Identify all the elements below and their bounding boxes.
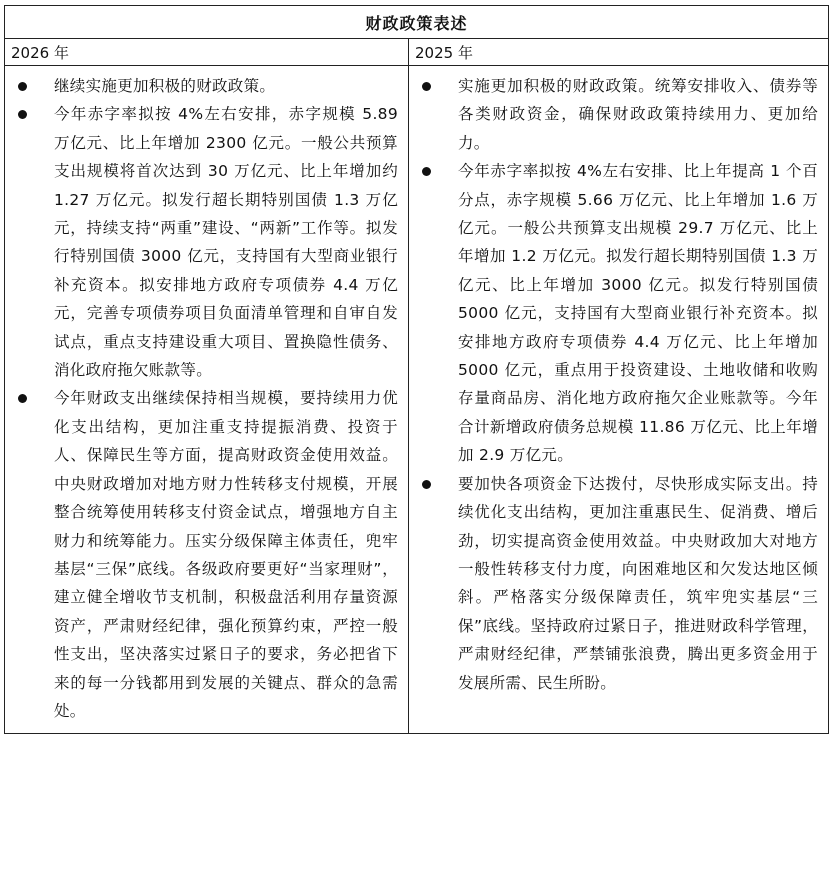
item-text: 继续实施更加积极的财政政策。 [54, 77, 276, 95]
bullet-dot-icon [18, 110, 27, 119]
table-title: 财政政策表述 [5, 6, 829, 39]
bullet-dot-icon [422, 480, 431, 489]
list-item [5, 100, 398, 384]
list-item [409, 157, 818, 469]
list-item [409, 470, 818, 697]
list-item [5, 384, 398, 725]
bullet-dot-icon [422, 167, 431, 176]
fiscal-policy-table [4, 5, 829, 734]
item-text: 今年财政支出继续保持相当规模，要持续用力优化支出结构，更加注重支持提振消费、投资于人、保障民生等方面，提高财政资金使用效益。中央财政增加对地方财力性转移支付规模，开展整合统筹使用转移支付资金试点，增强地方自主财力和统筹能力。压实分级保障主体责任，兜牢基层“三保”底线。各级政府要更好“当家理财”，建立健全增收节支机制，积极盘活利用存量资源资产，严肃财经纪律，强化预算约束，严控一般性支出，坚决落实过紧日子的要求，务必把省下来的每一分钱都用到发展的关键点、群众的急需处。 [54, 389, 398, 720]
item-text: 今年赤字率拟按 4%左右安排，赤字规模 5.89 万亿元、比上年增加 2300 亿元。一般公共预算支出规模将首次达到 30 万亿元、比上年增加约 1.27 万亿元。拟发行超长期特别国债 1.3 万亿元，持续支持“两重”建设、“两新”工作等。拟发行特别国债 3000 亿元，支持国有大型商业银行补充资本。拟安排地方政府专项债券 4.4 万亿元，完善专项债券项目负面清单管理和自审自发试点，重点支持建设重大项目、置换隐性债务、消化政府拖欠账款等。 [54, 105, 398, 380]
year-header-2025: 2025 年 [409, 39, 829, 66]
column-2025 [409, 66, 829, 734]
item-text: 今年赤字率拟按 4%左右安排、比上年提高 1 个百分点，赤字规模 5.66 万亿元、比上年增加 1.6 万亿元。一般公共预算支出规模 29.7 万亿元、比上年增加 1.2 万亿元。拟发行超长期特别国债 1.3 万亿元、比上年增加 3000 亿元。拟发行特别国债 5000 亿元，支持国有大型商业银行补充资本。拟安排地方政府专项债券 4.4 万亿元、比上年增加 5000 亿元，重点用于投资建设、土地收储和收购存量商品房、消化地方政府拖欠企业账款等。今年合计新增政府债务总规模 11.86 万亿元、比上年增加 2.9 万亿元。 [458, 162, 819, 465]
title-row [5, 6, 829, 39]
list-item [409, 72, 818, 157]
column-2026 [5, 66, 409, 734]
item-text: 实施更加积极的财政政策。统筹安排收入、债券等各类财政资金，确保财政政策持续用力、更加给力。 [458, 77, 819, 152]
year-row [5, 39, 829, 66]
bullet-dot-icon [18, 82, 27, 91]
bullet-dot-icon [422, 82, 431, 91]
year-header-2026: 2026 年 [5, 39, 409, 66]
bullet-list-2026 [5, 72, 398, 725]
list-item [5, 72, 398, 100]
bullet-dot-icon [18, 394, 27, 403]
content-row [5, 66, 829, 734]
item-text: 要加快各项资金下达拨付，尽快形成实际支出。持续优化支出结构，更加注重惠民生、促消费、增后劲，切实提高资金使用效益。中央财政加大对地方一般性转移支付力度，向困难地区和欠发达地区倾斜。严格落实分级保障责任，筑牢兜实基层“三保”底线。坚持政府过紧日子，推进财政科学管理，严肃财经纪律，严禁铺张浪费，腾出更多资金用于发展所需、民生所盼。 [458, 474, 819, 692]
bullet-list-2025 [409, 72, 818, 697]
